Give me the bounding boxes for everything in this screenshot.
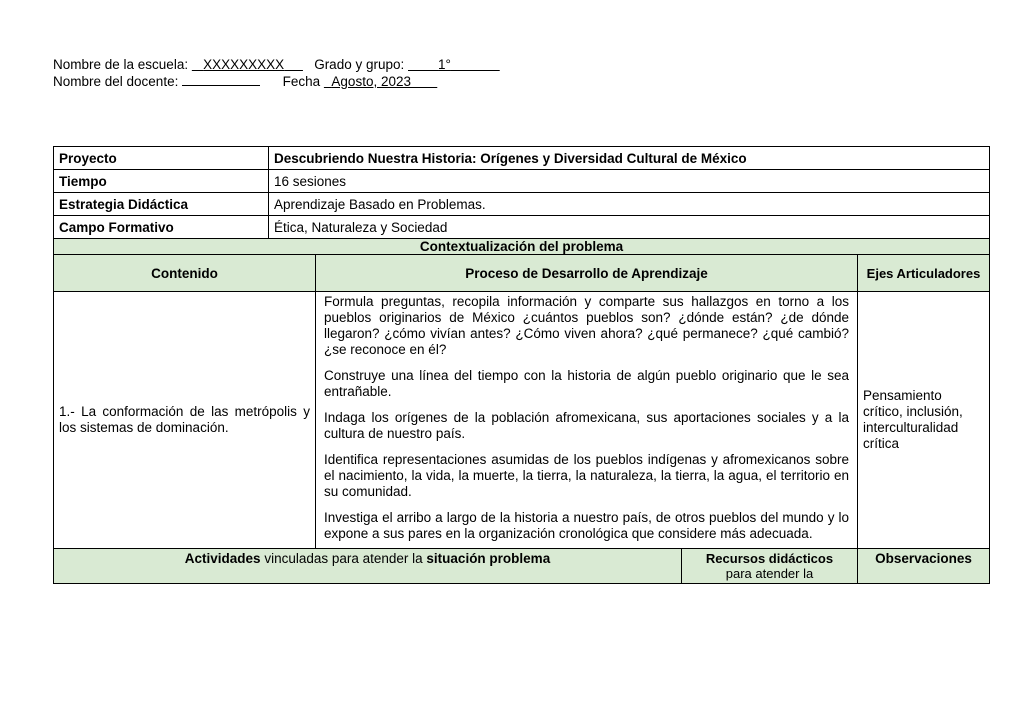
row-proyecto (54, 147, 990, 170)
proceso-item: Indaga los orígenes de la población afromexicana, sus aportaciones sociales y a la cultura de nuestro país. (324, 410, 849, 441)
label-proyecto: Proyecto (54, 147, 269, 170)
header-contenido: Contenido (54, 255, 316, 292)
header-row-school (53, 57, 500, 73)
ejes-cell: Pensamiento crítico, inclusión, interculturalidad crítica (858, 292, 990, 549)
document-header (53, 57, 500, 90)
header-proceso: Proceso de Desarrollo de Aprendizaje (316, 255, 858, 292)
row-tiempo (54, 170, 990, 193)
teacher-blank (182, 73, 260, 86)
row-estrategia (54, 193, 990, 216)
school-value: XXXXXXXXX (203, 57, 285, 72)
contenido-cell: 1.- La conformación de las metrópolis y los sistemas de dominación. (54, 292, 316, 549)
date-label: Fecha (282, 74, 321, 89)
value-proyecto: Descubriendo Nuestra Historia: Orígenes y Diversidad Cultural de México (269, 147, 990, 170)
row-context-title (54, 239, 990, 255)
row-bottom-headers (54, 549, 990, 584)
date-value: Agosto, 2023 (331, 74, 411, 89)
header-observaciones: Observaciones (858, 549, 990, 584)
grade-label: Grado y grupo: (314, 57, 405, 72)
header-actividades: Actividades vinculadas para atender la situación problema (54, 549, 682, 584)
value-campo: Ética, Naturaleza y Sociedad (269, 216, 990, 239)
proceso-item: Construye una línea del tiempo con la historia de algún pueblo originario que le sea entrañable. (324, 368, 849, 399)
row-col-headers (54, 255, 990, 292)
proceso-item: Formula preguntas, recopila información y comparte sus hallazgos en torno a los pueblos originarios de México ¿cuántos pueblos son? ¿dónde están? ¿de dónde llegaron? ¿cómo vivían antes? ¿Cómo viven ahora? ¿qué permanece? ¿qué cambió? ¿se reconoce en él? (324, 294, 849, 357)
label-campo: Campo Formativo (54, 216, 269, 239)
planning-table (53, 146, 990, 584)
header-ejes: Ejes Articuladores (858, 255, 990, 292)
proceso-item: Investiga el arribo a largo de la historia a nuestro país, de otros pueblos del mundo y lo expone a sus pares en la organización cronológica que considere más adecuada. (324, 510, 849, 541)
grade-value: 1° (438, 57, 451, 72)
label-estrategia: Estrategia Didáctica (54, 193, 269, 216)
row-campo (54, 216, 990, 239)
value-tiempo: 16 sesiones (269, 170, 990, 193)
value-estrategia: Aprendizaje Basado en Problemas. (269, 193, 990, 216)
teacher-label: Nombre del docente: (53, 74, 179, 89)
school-label: Nombre de la escuela: (53, 57, 189, 72)
row-content (54, 292, 990, 549)
header-row-teacher (53, 73, 500, 90)
header-recursos: Recursos didácticos para atender la (682, 549, 858, 584)
proceso-item: Identifica representaciones asumidas de los pueblos indígenas y afromexicanos sobre el nacimiento, la vida, la muerte, la tierra, la naturaleza, la tierra, la agua, el territorio en su comunidad. (324, 452, 849, 499)
context-title: Contextualización del problema (54, 239, 990, 255)
label-tiempo: Tiempo (54, 170, 269, 193)
proceso-cell (316, 292, 858, 549)
